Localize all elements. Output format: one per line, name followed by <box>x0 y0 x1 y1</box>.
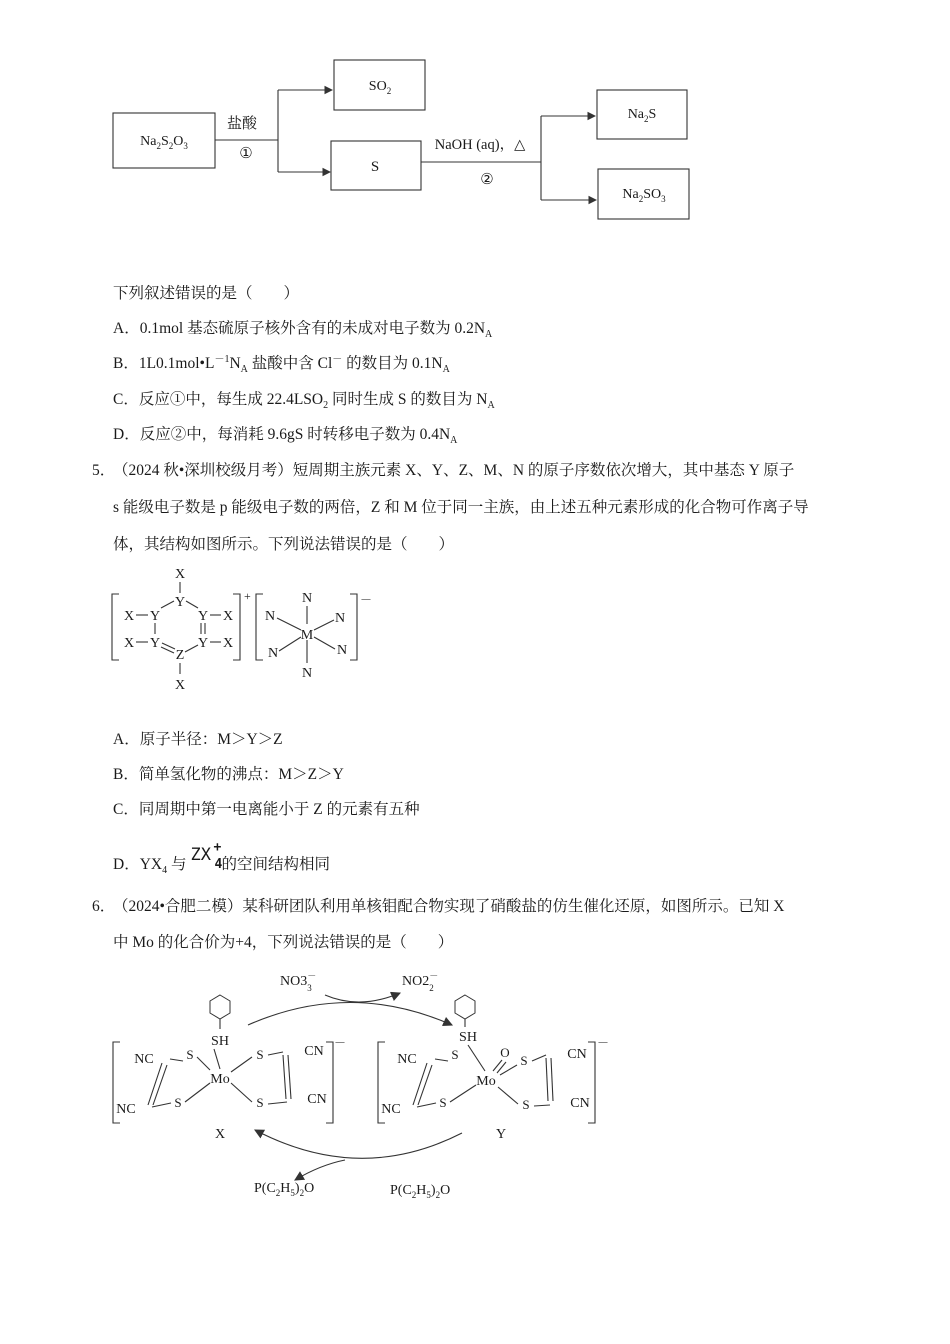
svg-text:S: S <box>439 1095 447 1110</box>
reagent-hcl: 盐酸 <box>226 116 258 132</box>
q4-option-d[interactable]: D．反应②中，每消耗 9.6gS 时转移电子数为 $0.4N_A$ <box>113 426 458 447</box>
svg-text:－: － <box>334 1036 347 1050</box>
svg-text:Y: Y <box>197 636 209 651</box>
svg-text:Y: Y <box>149 636 161 651</box>
q6-line-1: （2024•合肥二模）某科研团队利用单核钼配合物实现了硝酸盐的仿生催化还原，如图所示。已知 X <box>113 898 785 915</box>
zx4-cation-formula: ZX + 4 <box>190 840 223 872</box>
svg-text:N: N <box>301 591 313 606</box>
q4-stem: 下列叙述错误的是（ ） <box>113 285 300 302</box>
q5-option-b[interactable]: B．简单氢化物的沸点：M＞Z＞Y <box>113 766 344 783</box>
svg-text:CN: CN <box>567 1047 587 1062</box>
svg-text:Y: Y <box>197 609 209 624</box>
svg-text:N: N <box>301 666 313 681</box>
q5-option-a[interactable]: A．原子半径：M＞Y＞Z <box>113 731 283 748</box>
svg-text:Y: Y <box>149 609 161 624</box>
catalytic-cycle-figure <box>100 955 620 1205</box>
complex-y-label: Y <box>495 1127 507 1142</box>
svg-text:X: X <box>123 609 135 624</box>
svg-text:N: N <box>336 643 348 658</box>
svg-text:S: S <box>520 1053 528 1068</box>
svg-text:CN: CN <box>570 1096 590 1111</box>
q5-option-c[interactable]: C．同周期中第一电离能小于 Z 的元素有五种 <box>113 801 420 818</box>
q5-line-1: （2024 秋•深圳校级月考）短周期主族元素 X、Y、Z、M、N 的原子序数依次增大，其中基态 Y 原子 <box>113 462 795 479</box>
na2s-label: $Na_2S$ <box>627 107 657 124</box>
svg-text:－: － <box>597 1036 610 1050</box>
step-2-marker: ② <box>480 172 494 188</box>
nitrate-in: NO3－ 3 <box>280 971 317 993</box>
svg-text:X: X <box>174 678 186 693</box>
svg-text:NC: NC <box>116 1102 136 1117</box>
svg-text:M: M <box>300 628 314 643</box>
svg-text:X: X <box>222 636 234 651</box>
q5-line-2: s 能级电子数是 p 能级电子数的两倍，Z 和 M 位于同一主族，由上述五种元素形成的化合物可作离子导 <box>113 499 809 516</box>
reagent-naoh: NaOH (aq)，△ <box>434 137 526 153</box>
phosphine-in: $P(C_2H_5)_2O$ <box>390 1183 451 1200</box>
na2so3-label: $Na_2SO_3$ <box>622 187 666 204</box>
svg-text:X: X <box>222 609 234 624</box>
q5-number: 5． <box>92 462 116 479</box>
s-label: S <box>370 159 380 175</box>
svg-text:Mo: Mo <box>210 1072 230 1087</box>
svg-text:SH: SH <box>211 1034 229 1049</box>
q4-option-a[interactable]: A．0.1mol 基态硫原子核外含有的未成对电子数为 $0.2N_A$ <box>113 320 493 341</box>
q5-line-3: 体，其结构如图所示。下列说法错误的是（ ） <box>113 536 455 553</box>
svg-text:Y: Y <box>174 595 186 610</box>
so2-label: $SO_2$ <box>368 79 392 96</box>
svg-text:S: S <box>451 1047 459 1062</box>
q4-option-c[interactable]: C．反应①中，每生成 $22.4LSO_2$ 同时生成 S 的数目为 $N_A$ <box>113 391 495 412</box>
na2s2o3-label: $Na_2S_2O_3$ <box>140 134 188 151</box>
step-1-marker: ① <box>239 146 253 162</box>
phosphine-oxide-out: $P(C_2H_5)_2O$ <box>254 1181 315 1198</box>
nitrite-out: NO2－ 2 <box>402 971 439 993</box>
svg-text:SH: SH <box>459 1030 477 1045</box>
svg-text:O: O <box>500 1045 510 1060</box>
svg-text:CN: CN <box>307 1092 327 1107</box>
q5-option-d[interactable]: D．$YX_4$ 与 ZX + 4 的空间结构相同 <box>113 840 330 877</box>
svg-text:S: S <box>522 1097 530 1112</box>
svg-text:S: S <box>256 1095 264 1110</box>
svg-text:N: N <box>267 646 279 661</box>
svg-text:S: S <box>186 1047 194 1062</box>
svg-text:Mo: Mo <box>476 1074 496 1089</box>
svg-text:S: S <box>256 1047 264 1062</box>
q6-number: 6． <box>92 898 116 915</box>
cation-charge: + <box>244 589 251 603</box>
svg-text:N: N <box>264 609 276 624</box>
svg-text:NC: NC <box>381 1102 401 1117</box>
svg-text:NC: NC <box>397 1052 417 1067</box>
q4-option-b[interactable]: B．$1L0.1mol•L^{-1}N_A$ 盐酸中含 Cl－ 的数目为 $0.1N_A$ <box>113 353 450 376</box>
svg-text:X: X <box>123 636 135 651</box>
svg-text:N: N <box>334 611 346 626</box>
svg-text:CN: CN <box>304 1044 324 1059</box>
anion-charge: － <box>360 593 373 607</box>
complex-x-label: X <box>214 1127 226 1142</box>
svg-text:NC: NC <box>134 1052 154 1067</box>
reaction-flowchart <box>0 0 950 230</box>
svg-text:X: X <box>174 567 186 582</box>
svg-text:Z: Z <box>175 648 185 663</box>
svg-text:S: S <box>174 1095 182 1110</box>
ionic-structure-figure <box>105 560 385 700</box>
q6-line-2: 中 Mo 的化合价为+4，下列说法错误的是（ ） <box>113 934 454 951</box>
